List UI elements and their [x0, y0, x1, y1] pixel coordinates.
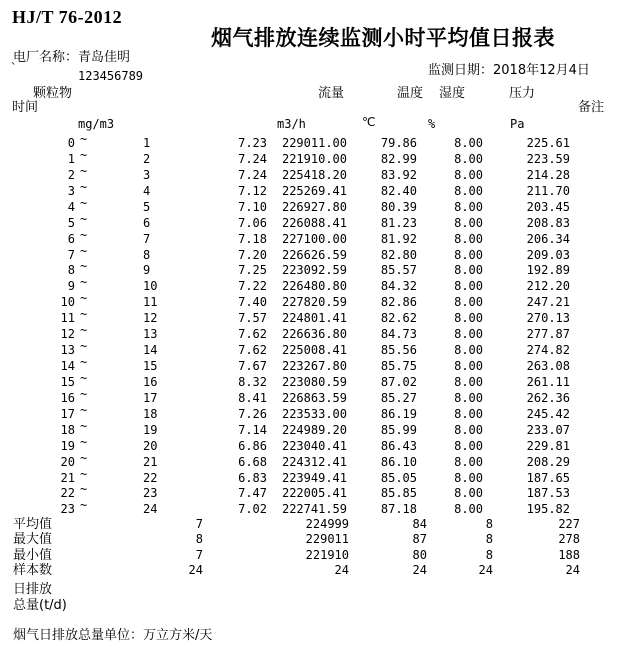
humidity-value: 8.00	[454, 279, 483, 293]
pressure-value: 233.07	[526, 423, 570, 437]
temp-value: 87.18	[380, 502, 417, 516]
pm-value: 7.25	[238, 263, 267, 277]
pressure-value: 225.61	[526, 136, 570, 150]
pressure-value: 192.89	[526, 263, 570, 277]
summary-pressure-value: 278	[558, 532, 580, 546]
tilde-separator: ~	[80, 451, 88, 465]
hour-start-value: 17	[60, 407, 75, 421]
table-row	[0, 355, 627, 375]
pressure-value: 229.81	[526, 439, 570, 453]
hour-end-value: 17	[143, 391, 158, 405]
summary-pm-value: 7	[195, 548, 203, 562]
pm-value: 6.68	[238, 455, 267, 469]
standard-code: HJ/T 76-2012	[12, 7, 123, 27]
tilde-separator: ~	[80, 196, 88, 210]
hour-start-value: 7	[67, 248, 75, 262]
table-row	[0, 164, 627, 184]
temp-value: 82.80	[380, 248, 417, 262]
column-header-flow: 流量	[318, 86, 345, 101]
table-row	[0, 435, 627, 455]
summary-row-label: 最小值	[13, 548, 53, 563]
summary-pressure-value: 227	[558, 517, 580, 531]
tilde-separator: ~	[80, 387, 88, 401]
hour-end-value: 16	[143, 375, 158, 389]
hour-end-value: 21	[143, 455, 158, 469]
temp-value: 85.27	[380, 391, 417, 405]
hour-start-value: 23	[60, 502, 75, 516]
pm-value: 8.41	[238, 391, 267, 405]
temp-value: 86.19	[380, 407, 417, 421]
summary-row	[0, 549, 627, 564]
humidity-value: 8.00	[454, 486, 483, 500]
hour-start-value: 12	[60, 327, 75, 341]
tilde-separator: ~	[80, 307, 88, 321]
flow-value: 223267.80	[281, 359, 347, 373]
temp-value: 85.56	[380, 343, 417, 357]
hour-start-value: 22	[60, 486, 75, 500]
flow-value: 223533.00	[281, 407, 347, 421]
summary-pressure-value: 188	[558, 548, 580, 562]
hour-end-value: 18	[143, 407, 158, 421]
plant-name-value: 青岛佳明	[78, 50, 131, 65]
summary-temp-value: 87	[412, 532, 427, 546]
humidity-value: 8.00	[454, 359, 483, 373]
summary-pm-value: 7	[195, 517, 203, 531]
pressure-value: 203.45	[526, 200, 570, 214]
summary-pm-value: 24	[188, 563, 203, 577]
column-header-temp: 温度	[397, 86, 424, 101]
table-row	[0, 482, 627, 502]
hour-start-value: 16	[60, 391, 75, 405]
unit-flow: m3/h	[277, 117, 306, 131]
temp-value: 85.57	[380, 263, 417, 277]
table-row	[0, 275, 627, 295]
table-row	[0, 259, 627, 279]
humidity-value: 8.00	[454, 375, 483, 389]
pressure-value: 208.83	[526, 216, 570, 230]
pm-value: 6.86	[238, 439, 267, 453]
plant-name-label: 电厂名称：	[13, 50, 79, 65]
table-row	[0, 291, 627, 311]
table-row	[0, 244, 627, 264]
summary-humidity-value: 24	[478, 563, 493, 577]
pressure-value: 206.34	[526, 232, 570, 246]
hour-start-value: 1	[67, 152, 75, 166]
flow-value: 227820.59	[281, 295, 347, 309]
summary-row	[0, 564, 627, 579]
tilde-separator: ~	[80, 403, 88, 417]
hour-start-value: 21	[60, 471, 75, 485]
daily-emission-label-line2: 总量(t/d)	[13, 598, 67, 613]
unit-temp: ℃	[362, 115, 376, 129]
table-row	[0, 212, 627, 232]
unit-pm: mg/m3	[78, 117, 115, 131]
humidity-value: 8.00	[454, 502, 483, 516]
pressure-value: 247.21	[526, 295, 570, 309]
hour-start-value: 19	[60, 439, 75, 453]
tilde-separator: ~	[80, 228, 88, 242]
hour-end-value: 9	[143, 263, 151, 277]
humidity-value: 8.00	[454, 455, 483, 469]
flow-value: 226626.59	[281, 248, 347, 262]
pressure-value: 187.65	[526, 471, 570, 485]
tilde-separator: ~	[80, 212, 88, 226]
pressure-value: 245.42	[526, 407, 570, 421]
pm-value: 7.26	[238, 407, 267, 421]
tilde-separator: ~	[80, 259, 88, 273]
table-row	[0, 387, 627, 407]
flow-value: 222005.41	[281, 486, 347, 500]
hour-end-value: 11	[143, 295, 158, 309]
temp-value: 82.40	[380, 184, 417, 198]
tilde-separator: ~	[80, 275, 88, 289]
tilde-separator: ~	[80, 148, 88, 162]
summary-temp-value: 80	[412, 548, 427, 562]
column-header-remark: 备注	[578, 100, 605, 115]
monitor-date-row	[428, 64, 590, 78]
pressure-value: 208.29	[526, 455, 570, 469]
humidity-value: 8.00	[454, 343, 483, 357]
summary-flow-value: 221910	[305, 548, 349, 562]
hour-end-value: 15	[143, 359, 158, 373]
table-row	[0, 307, 627, 327]
temp-value: 85.05	[380, 471, 417, 485]
pm-value: 7.67	[238, 359, 267, 373]
hour-end-value: 14	[143, 343, 158, 357]
hour-end-value: 20	[143, 439, 158, 453]
temp-value: 83.92	[380, 168, 417, 182]
hour-end-value: 4	[143, 184, 151, 198]
hour-end-value: 22	[143, 471, 158, 485]
hour-end-value: 1	[143, 136, 151, 150]
pm-value: 7.14	[238, 423, 267, 437]
table-row	[0, 132, 627, 152]
monitor-date-label: 监测日期：	[428, 63, 494, 78]
pressure-value: 214.28	[526, 168, 570, 182]
table-row	[0, 371, 627, 391]
footer-unit-note: 烟气日排放总量单位：万立方米/天	[13, 628, 213, 643]
hour-start-value: 0	[67, 136, 75, 150]
pm-value: 7.22	[238, 279, 267, 293]
temp-value: 84.32	[380, 279, 417, 293]
summary-row	[0, 533, 627, 548]
column-header-time: 时间	[12, 100, 39, 115]
hour-start-value: 3	[67, 184, 75, 198]
hour-end-value: 2	[143, 152, 151, 166]
humidity-value: 8.00	[454, 295, 483, 309]
flow-value: 226480.80	[281, 279, 347, 293]
temp-value: 80.39	[380, 200, 417, 214]
table-row	[0, 419, 627, 439]
pressure-value: 211.70	[526, 184, 570, 198]
flow-value: 225418.20	[281, 168, 347, 182]
hour-start-value: 2	[67, 168, 75, 182]
pressure-value: 209.03	[526, 248, 570, 262]
summary-row-label: 样本数	[13, 563, 53, 578]
temp-value: 86.10	[380, 455, 417, 469]
pressure-value: 187.53	[526, 486, 570, 500]
pm-value: 7.23	[238, 136, 267, 150]
report-title: 烟气排放连续监测小时平均值日报表	[211, 26, 555, 50]
tilde-separator: ~	[80, 355, 88, 369]
tilde-separator: ~	[80, 339, 88, 353]
flow-value: 224312.41	[281, 455, 347, 469]
pm-value: 6.83	[238, 471, 267, 485]
pm-value: 7.18	[238, 232, 267, 246]
hour-start-value: 6	[67, 232, 75, 246]
pressure-value: 212.20	[526, 279, 570, 293]
humidity-value: 8.00	[454, 232, 483, 246]
summary-row-label: 最大值	[13, 532, 53, 547]
daily-emission-label-line1: 日排放	[13, 582, 53, 597]
table-row	[0, 467, 627, 487]
tilde-separator: ~	[80, 180, 88, 194]
pm-value: 7.20	[238, 248, 267, 262]
pm-value: 7.47	[238, 486, 267, 500]
summary-pressure-value: 24	[565, 563, 580, 577]
tick-mark: `	[10, 61, 18, 75]
pressure-value: 263.08	[526, 359, 570, 373]
table-row	[0, 451, 627, 471]
unit-pressure: Pa	[510, 117, 525, 131]
humidity-value: 8.00	[454, 423, 483, 437]
flow-value: 225008.41	[281, 343, 347, 357]
pm-value: 7.40	[238, 295, 267, 309]
humidity-value: 8.00	[454, 311, 483, 325]
flow-value: 224989.20	[281, 423, 347, 437]
unit-humidity: %	[428, 117, 436, 131]
summary-flow-value: 224999	[305, 517, 349, 531]
pm-value: 7.12	[238, 184, 267, 198]
table-row	[0, 323, 627, 343]
temp-value: 82.99	[380, 152, 417, 166]
pm-value: 7.10	[238, 200, 267, 214]
table-row	[0, 339, 627, 359]
table-row	[0, 228, 627, 248]
hour-start-value: 18	[60, 423, 75, 437]
flow-value: 225269.41	[281, 184, 347, 198]
humidity-value: 8.00	[454, 200, 483, 214]
hour-start-value: 14	[60, 359, 75, 373]
humidity-value: 8.00	[454, 216, 483, 230]
hour-start-value: 15	[60, 375, 75, 389]
hour-start-value: 5	[67, 216, 75, 230]
pm-value: 8.32	[238, 375, 267, 389]
hour-start-value: 8	[67, 263, 75, 277]
hour-end-value: 24	[143, 502, 158, 516]
hour-end-value: 10	[143, 279, 158, 293]
humidity-value: 8.00	[454, 407, 483, 421]
flow-value: 221910.00	[281, 152, 347, 166]
hour-end-value: 19	[143, 423, 158, 437]
hour-end-value: 5	[143, 200, 151, 214]
summary-flow-value: 229011	[305, 532, 349, 546]
temp-value: 81.23	[380, 216, 417, 230]
hour-start-value: 9	[67, 279, 75, 293]
flow-value: 226927.80	[281, 200, 347, 214]
table-row	[0, 180, 627, 200]
temp-value: 81.92	[380, 232, 417, 246]
flow-value: 223092.59	[281, 263, 347, 277]
flow-value: 223949.41	[281, 471, 347, 485]
pm-value: 7.06	[238, 216, 267, 230]
table-row	[0, 498, 627, 518]
flow-value: 226863.59	[281, 391, 347, 405]
flow-value: 229011.00	[281, 136, 347, 150]
summary-row-label: 平均值	[13, 517, 53, 532]
humidity-value: 8.00	[454, 391, 483, 405]
humidity-value: 8.00	[454, 248, 483, 262]
plant-code: 123456789	[78, 69, 144, 83]
tilde-separator: ~	[80, 323, 88, 337]
humidity-value: 8.00	[454, 327, 483, 341]
hour-end-value: 6	[143, 216, 151, 230]
hour-start-value: 20	[60, 455, 75, 469]
hour-end-value: 7	[143, 232, 151, 246]
temp-value: 87.02	[380, 375, 417, 389]
column-header-humidity: 湿度	[439, 86, 466, 101]
flow-value: 227100.00	[281, 232, 347, 246]
pm-value: 7.02	[238, 502, 267, 516]
pressure-value: 195.82	[526, 502, 570, 516]
tilde-separator: ~	[80, 244, 88, 258]
summary-humidity-value: 8	[485, 548, 493, 562]
summary-humidity-value: 8	[485, 517, 493, 531]
hour-end-value: 13	[143, 327, 158, 341]
tilde-separator: ~	[80, 291, 88, 305]
hour-start-value: 10	[60, 295, 75, 309]
temp-value: 85.75	[380, 359, 417, 373]
hour-start-value: 13	[60, 343, 75, 357]
humidity-value: 8.00	[454, 136, 483, 150]
summary-flow-value: 24	[334, 563, 349, 577]
humidity-value: 8.00	[454, 263, 483, 277]
hour-end-value: 8	[143, 248, 151, 262]
pm-value: 7.24	[238, 152, 267, 166]
temp-value: 84.73	[380, 327, 417, 341]
humidity-value: 8.00	[454, 471, 483, 485]
flow-value: 226636.80	[281, 327, 347, 341]
temp-value: 85.85	[380, 486, 417, 500]
tilde-separator: ~	[80, 419, 88, 433]
summary-row	[0, 518, 627, 533]
tilde-separator: ~	[80, 132, 88, 146]
flow-value: 224801.41	[281, 311, 347, 325]
hour-end-value: 23	[143, 486, 158, 500]
humidity-value: 8.00	[454, 439, 483, 453]
flow-value: 223040.41	[281, 439, 347, 453]
pressure-value: 223.59	[526, 152, 570, 166]
tilde-separator: ~	[80, 498, 88, 512]
pm-value: 7.57	[238, 311, 267, 325]
flow-value: 226088.41	[281, 216, 347, 230]
summary-temp-value: 84	[412, 517, 427, 531]
pm-value: 7.62	[238, 327, 267, 341]
pressure-value: 274.82	[526, 343, 570, 357]
tilde-separator: ~	[80, 467, 88, 481]
temp-value: 82.62	[380, 311, 417, 325]
monitor-date-value: 2018年12月4日	[493, 63, 590, 78]
tilde-separator: ~	[80, 371, 88, 385]
flow-value: 222741.59	[281, 502, 347, 516]
temp-value: 82.86	[380, 295, 417, 309]
pressure-value: 277.87	[526, 327, 570, 341]
humidity-value: 8.00	[454, 168, 483, 182]
flow-value: 223080.59	[281, 375, 347, 389]
tilde-separator: ~	[80, 164, 88, 178]
summary-pm-value: 8	[195, 532, 203, 546]
pm-value: 7.24	[238, 168, 267, 182]
table-row	[0, 403, 627, 423]
pm-value: 7.62	[238, 343, 267, 357]
tilde-separator: ~	[80, 435, 88, 449]
humidity-value: 8.00	[454, 152, 483, 166]
temp-value: 79.86	[380, 136, 417, 150]
pressure-value: 270.13	[526, 311, 570, 325]
pressure-value: 262.36	[526, 391, 570, 405]
summary-humidity-value: 8	[485, 532, 493, 546]
hour-end-value: 12	[143, 311, 158, 325]
column-header-pm: 颗粒物	[33, 86, 73, 101]
column-header-pressure: 压力	[509, 86, 536, 101]
hour-start-value: 4	[67, 200, 75, 214]
hour-end-value: 3	[143, 168, 151, 182]
plant-name-row	[13, 51, 130, 65]
temp-value: 85.99	[380, 423, 417, 437]
summary-temp-value: 24	[412, 563, 427, 577]
table-row	[0, 196, 627, 216]
hour-start-value: 11	[60, 311, 75, 325]
temp-value: 86.43	[380, 439, 417, 453]
tilde-separator: ~	[80, 482, 88, 496]
humidity-value: 8.00	[454, 184, 483, 198]
pressure-value: 261.11	[526, 375, 570, 389]
table-row	[0, 148, 627, 168]
